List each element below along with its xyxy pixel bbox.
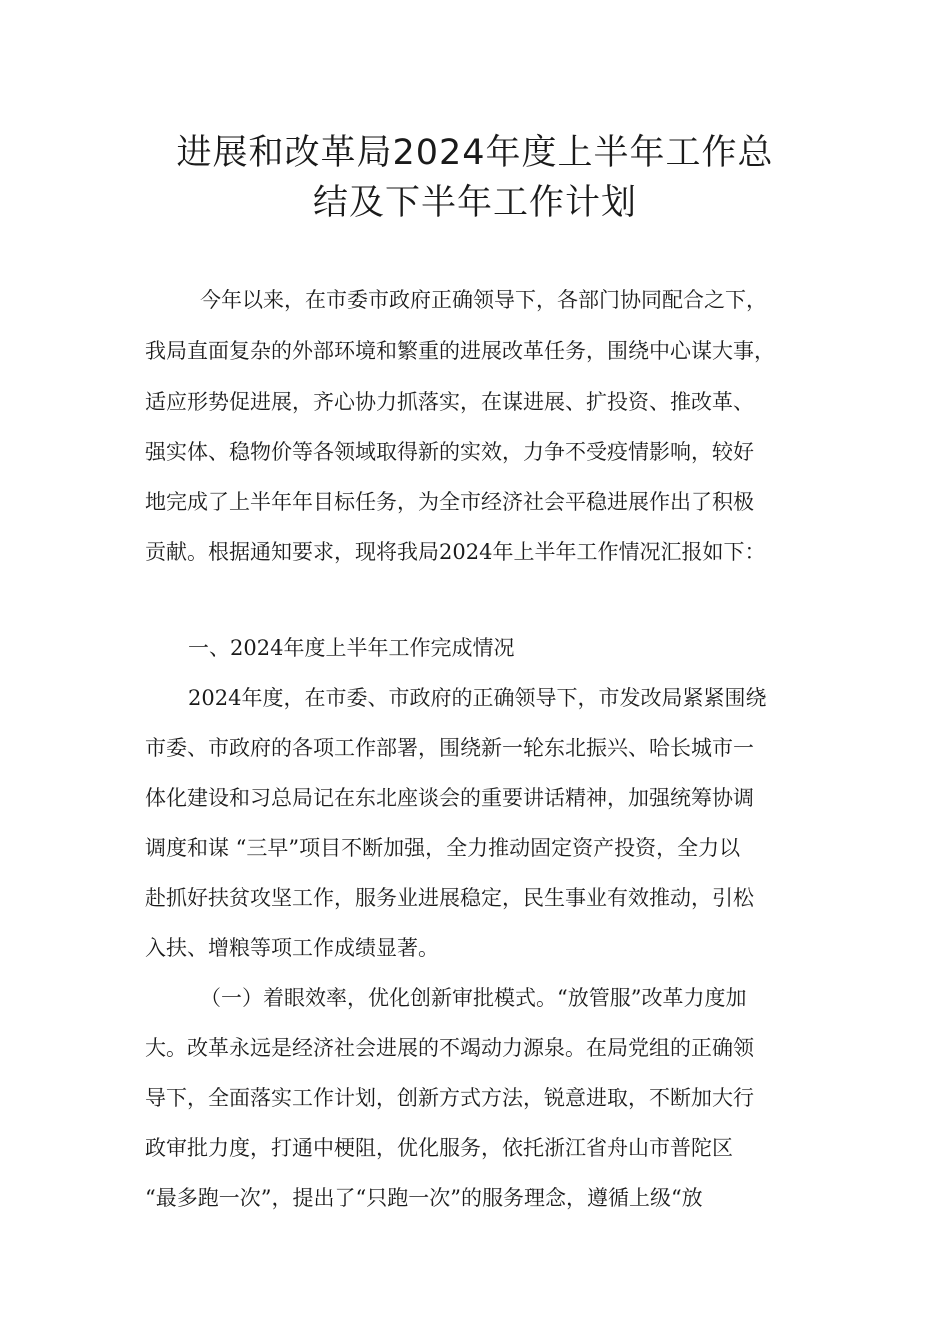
section-heading: 一、2024年度上半年工作完成情况: [188, 636, 515, 660]
subsection1-line-2: 大。改革永远是经济社会进展的不竭动力源泉。在局党组的正确领: [145, 1036, 754, 1060]
section1-line-4: 调度和谋 “三早”项目不断加强，全力推动固定资产投资，全力以: [145, 836, 741, 860]
section1-line-6: 入扶、增粮等项工作成绩显著。: [145, 936, 439, 960]
section1-line-1: 2024年度，在市委、市政府的正确领导下，市发改局紧紧围绕: [188, 686, 767, 710]
document-title-line-1: 进展和改革局2024年度上半年工作总: [176, 133, 774, 173]
section1-line-3: 体化建设和习总局记在东北座谈会的重要讲话精神，加强统筹协调: [145, 786, 754, 810]
subsection1-line-3: 导下，全面落实工作计划，创新方式方法，锐意进取，不断加大行: [145, 1086, 754, 1110]
document-title-line-2: 结及下半年工作计划: [312, 183, 637, 223]
intro-line-2: 我局直面复杂的外部环境和繁重的进展改革任务，围绕中心谋大事，: [145, 339, 775, 363]
subsection1-line-1: （一）着眼效率，优化创新审批模式。“放管服”改革力度加: [200, 986, 747, 1010]
section1-line-2: 市委、市政府的各项工作部署，围绕新一轮东北振兴、哈长城市一: [145, 736, 754, 760]
intro-line-1: 今年以来，在市委市政府正确领导下，各部门协同配合之下，: [200, 288, 767, 312]
intro-line-3: 适应形势促进展，齐心协力抓落实，在谋进展、扩投资、推改革、: [145, 390, 754, 414]
subsection1-line-4: 政审批力度，打通中梗阻，优化服务，依托浙江省舟山市普陀区: [145, 1136, 733, 1160]
intro-line-6: 贡献。根据通知要求，现将我局2024年上半年工作情况汇报如下：: [145, 540, 766, 564]
intro-line-5: 地完成了上半年年目标任务，为全市经济社会平稳进展作出了积极: [145, 490, 754, 514]
intro-line-4: 强实体、稳物价等各领域取得新的实效，力争不受疫情影响，较好: [145, 440, 754, 464]
subsection1-line-5: “最多跑一次”，提出了“只跑一次”的服务理念，遵循上级“放: [145, 1186, 703, 1210]
section1-line-5: 赴抓好扶贫攻坚工作，服务业进展稳定，民生事业有效推动，引松: [145, 886, 754, 910]
